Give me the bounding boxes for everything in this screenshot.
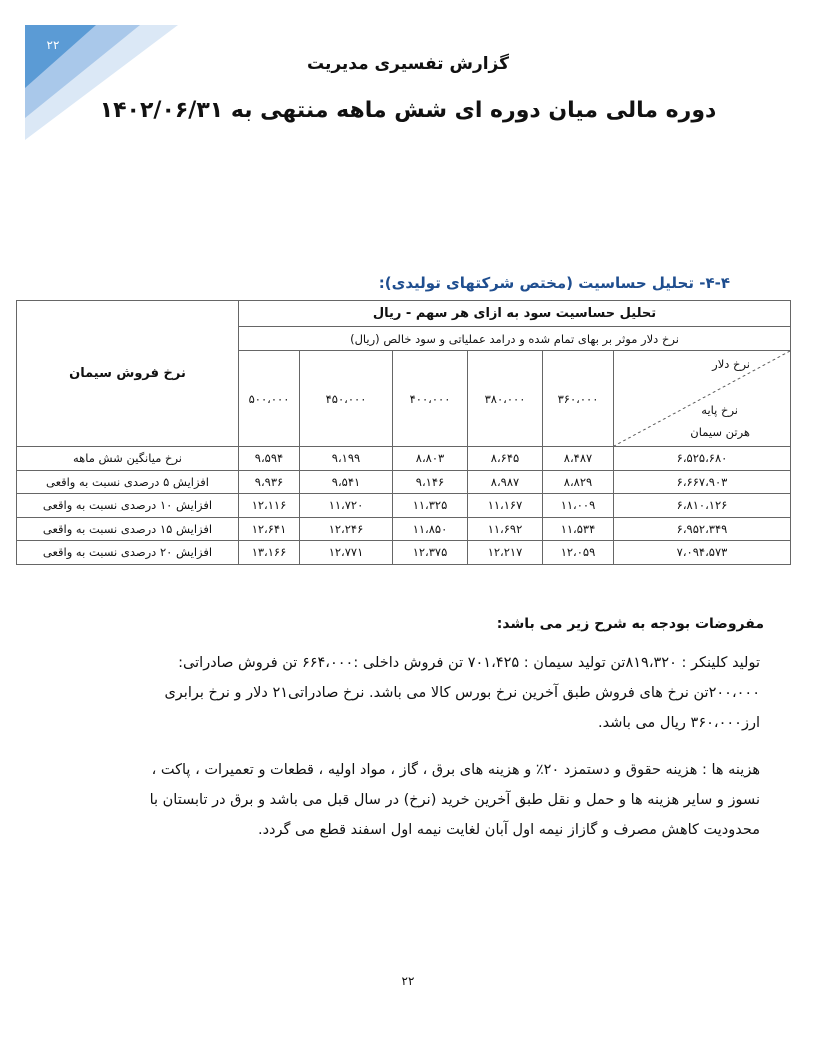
- section-heading: ۴-۴- تحلیل حساسیت (مختص شرکتهای تولیدی):: [378, 274, 730, 292]
- corner-page-number: ۲۲: [46, 38, 60, 52]
- value-cell: ۱۲،۲۴۶: [300, 517, 393, 541]
- table-subtitle: نرخ دلار موثر بر بهای تمام شده و درامد عملیاتی و سود خالص (ریال): [239, 327, 791, 351]
- footer-page-number: ۲۲: [401, 974, 415, 988]
- diag-top-label: نرخ دلار: [712, 357, 750, 371]
- value-cell: ۱۳،۱۶۶: [239, 541, 300, 565]
- sensitivity-table: [16, 300, 791, 565]
- value-cell: ۱۱،۰۰۹: [543, 494, 614, 518]
- row-label: نرخ میانگین شش ماهه: [17, 447, 239, 471]
- value-cell: ۱۲،۷۷۱: [300, 541, 393, 565]
- report-title: گزارش تفسیری مدیریت: [306, 54, 510, 74]
- value-cell: ۸،۹۸۷: [468, 470, 543, 494]
- base-rate-cell: ۶،۸۱۰،۱۲۶: [614, 494, 791, 518]
- row-label: افزایش ۱۵ درصدی نسبت به واقعی: [17, 517, 239, 541]
- value-cell: ۸،۸۲۹: [543, 470, 614, 494]
- row-label: افزایش ۵ درصدی نسبت به واقعی: [17, 470, 239, 494]
- table-row: [17, 494, 791, 518]
- base-rate-cell: ۶،۵۲۵،۶۸۰: [614, 447, 791, 471]
- value-cell: ۹،۱۹۹: [300, 447, 393, 471]
- column-header: ۴۰۰،۰۰۰: [393, 351, 468, 447]
- value-cell: ۱۱،۶۹۲: [468, 517, 543, 541]
- period-title: دوره مالی میان دوره ای شش ماهه منتهی به ۱۴۰۲/۰۶/۳۱: [99, 98, 717, 123]
- value-cell: ۹،۱۴۶: [393, 470, 468, 494]
- value-cell: ۸،۶۴۵: [468, 447, 543, 471]
- value-cell: ۱۱،۷۲۰: [300, 494, 393, 518]
- diag-bottom-label: هرتن سیمان: [690, 425, 750, 439]
- value-cell: ۱۱،۱۶۷: [468, 494, 543, 518]
- value-cell: ۹،۹۳۶: [239, 470, 300, 494]
- row-header: نرخ فروش سیمان: [17, 301, 239, 447]
- table-row: [17, 517, 791, 541]
- value-cell: ۹،۵۹۴: [239, 447, 300, 471]
- assumptions-paragraph-production: تولید کلینکر : ۸۱۹،۳۲۰تن تولید سیمان : ۷۰۱،۴۲۵ تن فروش داخلی :۶۶۴،۰۰۰ تن فروش صادراتی: ۲۰۰،۰۰۰تن نرخ های فروش طبق آخرین نرخ بورس کالا می باشد. نرخ صادراتی۲۱ دلار و نرخ برابری ارز۳۶۰،۰۰۰ ریال می باشد.: [164, 655, 760, 731]
- assumptions-title: مفروضات بودجه به شرح زیر می باشد:: [496, 616, 764, 632]
- row-label: افزایش ۲۰ درصدی نسبت به واقعی: [17, 541, 239, 565]
- value-cell: ۱۲،۰۵۹: [543, 541, 614, 565]
- table-row: [17, 541, 791, 565]
- table-row: [17, 470, 791, 494]
- value-cell: ۱۱،۳۲۵: [393, 494, 468, 518]
- column-header: ۳۸۰،۰۰۰: [468, 351, 543, 447]
- base-rate-cell: ۶،۶۶۷،۹۰۳: [614, 470, 791, 494]
- column-header: ۴۵۰،۰۰۰: [300, 351, 393, 447]
- value-cell: ۱۲،۳۷۵: [393, 541, 468, 565]
- base-rate-cell: ۶،۹۵۲،۳۴۹: [614, 517, 791, 541]
- assumptions-paragraph-costs: هزینه ها : هزینه حقوق و دستمزد ۲۰٪ و هزینه های برق ، گاز ، مواد اولیه ، قطعات و تعمیرات ، پاکت ، نسوز و سایر هزینه ها و حمل و نقل طبق آخرین خرید (نرخ) در سال قبل می باشد و برق در تابستان با محدودیت کاهش مصرف و گازاز نیمه اول آبان لغایت نیمه اول اسفند قطع می گردد.: [149, 762, 760, 838]
- column-header: ۵۰۰،۰۰۰: [239, 351, 300, 447]
- value-cell: ۱۲،۲۱۷: [468, 541, 543, 565]
- diagonal-header-cell: [614, 351, 791, 447]
- row-label: افزایش ۱۰ درصدی نسبت به واقعی: [17, 494, 239, 518]
- table-title: تحلیل حساسیت سود به ازای هر سهم - ریال: [239, 301, 791, 327]
- column-header: ۳۶۰،۰۰۰: [543, 351, 614, 447]
- value-cell: ۱۱،۸۵۰: [393, 517, 468, 541]
- base-rate-cell: ۷،۰۹۴،۵۷۳: [614, 541, 791, 565]
- value-cell: ۱۲،۱۱۶: [239, 494, 300, 518]
- table-row: [17, 447, 791, 471]
- value-cell: ۸،۸۰۳: [393, 447, 468, 471]
- value-cell: ۹،۵۴۱: [300, 470, 393, 494]
- value-cell: ۱۲،۶۴۱: [239, 517, 300, 541]
- value-cell: ۸،۴۸۷: [543, 447, 614, 471]
- diag-mid-label: نرخ پایه: [701, 403, 738, 417]
- value-cell: ۱۱،۵۳۴: [543, 517, 614, 541]
